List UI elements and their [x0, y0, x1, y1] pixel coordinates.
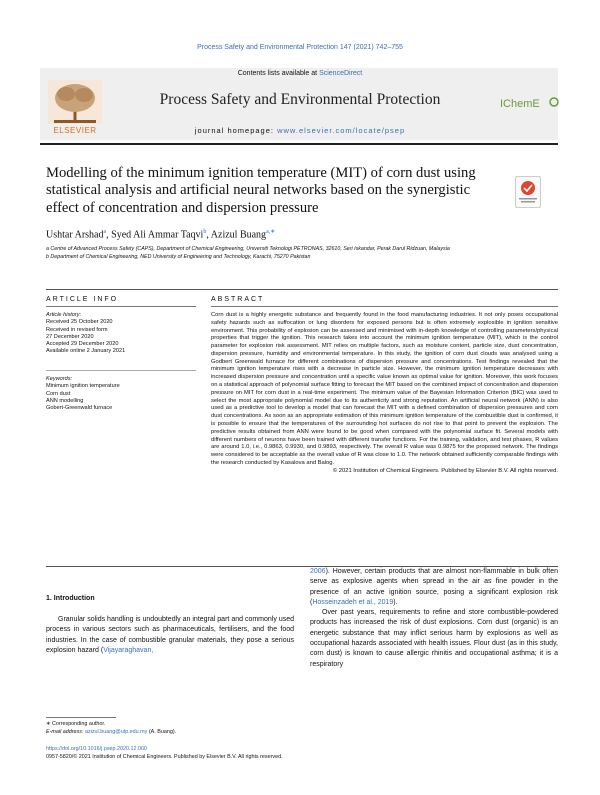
elsevier-wordmark: ELSEVIER	[53, 126, 97, 135]
header-divider	[40, 143, 558, 145]
author-name[interactable]: Azizul Buang	[210, 229, 267, 241]
author-list	[46, 228, 275, 240]
introduction-heading: 1. Introduction	[46, 595, 95, 602]
citation-link[interactable]: Vijayaraghavan,	[103, 646, 154, 654]
intro-right-column	[310, 567, 558, 670]
issn-line: 0957-5820/© 2021 Institution of Chemical Engineers. Published by Elsevier B.V. All rights reserved.	[46, 754, 283, 760]
author-affil-mark[interactable]: b	[203, 229, 207, 235]
corresponding-author-note: ∗ Corresponding author.	[46, 721, 106, 727]
keyword-item: ANN modelling	[46, 397, 84, 404]
section-divider	[46, 289, 558, 290]
citation-link[interactable]: Hosseinzadeh et al., 2019	[312, 598, 394, 606]
history-item: Received in revised form	[46, 326, 108, 333]
article-history	[46, 312, 196, 356]
author-name[interactable]: Syed Ali Ammar Taqvi	[111, 229, 204, 241]
history-item: Available online 2 January 2021	[46, 348, 126, 355]
icheme-logo-text: IChemE	[500, 98, 540, 110]
email-link[interactable]: azizul.buang@utp.edu.my	[84, 729, 148, 735]
abstract-rule	[211, 306, 558, 307]
keywords-rule	[46, 370, 196, 371]
sciencedirect-link[interactable]: ScienceDirect	[319, 70, 363, 77]
keyword-item: Corn dust	[46, 390, 71, 397]
article-info-heading: ARTICLE INFO	[46, 296, 119, 303]
history-item: 27 December 2020	[46, 333, 94, 340]
homepage-link[interactable]: www.elsevier.com/locate/psep	[277, 126, 406, 135]
journal-title: Process Safety and Environmental Protection	[159, 91, 441, 108]
journal-homepage-line	[0, 126, 600, 135]
citation-link[interactable]: 2006	[310, 568, 326, 575]
journal-reference[interactable]: Process Safety and Environmental Protection 147 (2021) 742–755	[197, 44, 403, 51]
abstract-text: Corn dust is a highly energetic substance and frequently found in the food manufacturing industries. It not only poses occupational safety hazards such as suffocation or lung disorders for exposed persons but is often extremely explosible in ignition sensitive environment. This probability of explosion can be assessed and minimised with in-depth knowledge of controlling parameters/physical properties that trigger the ignition. This research takes into account the minimum ignition temperature (MIT), which is the control parameter for explosion risk assessment. MIT relies on multiple factors, such as moisture content, particle size, dust concentration, dispersion pressure, humidity and environmental temperature. In this study, the ignition of corn dust clouds was analysed using a Godbert Greenwald furnace for different combinations of dispersion pressure and concentrations. Test findings revealed that the minimum ignition temperature rises with a decrease in particle size. However, the minimum ignition temperature decreases with increased dispersion pressure and concentration until a specific value known as optimal value for ignition. Moreover, this work focuses on a statistical approach of polynomial surface fitting to forecast the MIT based on the combined impact of concentration and dispersion pressure on MIT for corn dust in a real-time experiment. The minimum value of the Bayesian Information Criterion (BIC) was used to select the most appropriate polynomial model due to its authenticity and strong reputation. An artificial neural network (ANN) is also used as a predictive tool to develop a model that can forecast the MIT with a defined combination of dispersion pressures and corn dust concentrations. As soon as an appropriate estimation of this minimum ignition temperature of the combustible dust is confirmed, it is possible to ensure that the temperatures of the surrounding hot surfaces do not rise to that point to prevent the explosion. The predictive results obtained from ANN were found to be good when compared with the polynomial surface fit. Several models with different numbers of neurons have been trained with different transfer functions. For the training, validation, and test phases, R values are around 1.0, i.e., 0.9863, 0.9930, and 0.9893, respectively. The overall R value was 0.9875 for the proposed network. The findings were considered to be acceptable as the overall value of R was close to 1.0. The network obtained sufficiently comparable findings with the research conducted by Kasalova and Balog.	[211, 312, 558, 466]
footnote-rule	[46, 717, 116, 718]
affiliation: a Centre of Advanced Process Safety (CAPS), Department of Chemical Engineering, Universiti Teknologi PETRONAS, 32610, Seri Iskandar, Perak Darul Ridzuan, Malaysia	[46, 246, 450, 252]
affiliation: b Department of Chemical Engineering, NED University of Engineering and Technology, Karachi, 75270 Pakistan	[46, 253, 311, 260]
author-affil-mark[interactable]: a,∗	[266, 229, 276, 235]
intro-paragraph	[310, 567, 558, 608]
history-label: Article history:	[46, 312, 82, 318]
history-item: Received 25 October 2020	[46, 319, 113, 326]
intro-left-column	[46, 615, 294, 656]
icheme-logo-icon	[500, 94, 560, 112]
author-affil-mark[interactable]: a	[103, 229, 107, 235]
check-for-updates-icon[interactable]	[515, 176, 541, 208]
contents-line	[0, 70, 600, 77]
homepage-label: journal homepage:	[194, 126, 278, 135]
email-suffix: (A. Buang).	[147, 729, 177, 735]
author-name[interactable]: Ushtar Arshad	[46, 229, 104, 241]
contents-prefix: Contents lists available at	[237, 70, 320, 77]
history-item: Accepted 29 December 2020	[46, 341, 119, 348]
affiliations	[46, 246, 546, 261]
article-title: Modelling of the minimum ignition temperature (MIT) of corn dust using statistical analysis and artificial neural networks based on the synergistic effect of concentration and dispersion pressure	[46, 165, 476, 216]
article-info-rule	[46, 306, 196, 307]
intro-paragraph: Granular solids handling is undoubtedly an integral part and commonly used process in various sectors such as pharmaceuticals, fertilisers, and the food industries. In the case of combustible granular materials, they pose a serious explosion hazard (	[46, 616, 294, 654]
email-line	[46, 728, 294, 736]
paragraph-text: ).	[393, 598, 398, 606]
abstract-heading: ABSTRACT	[211, 296, 265, 303]
doi-link[interactable]: https://doi.org/10.1016/j.psep.2020.12.060	[46, 746, 148, 752]
author-separator: ,	[206, 229, 211, 241]
author-separator: ,	[106, 229, 112, 241]
keywords-label: Keywords:	[46, 376, 73, 382]
intro-paragraph: Over past years, requirements to refine and store combustible-powdered products has increased the risk of dust explosions. Corn dust (organic) is an energetic substance that may inflict serious harm by explosions as well as occupational hazards associated with health issues. Flour dust (as in this study, corn dust) is known to cause allergic rhinitis and occupational asthma; it is a respiratory	[310, 609, 558, 668]
footnote	[46, 720, 294, 736]
keyword-item: Minimum ignition temperature	[46, 383, 120, 390]
abstract-body	[211, 312, 558, 475]
paragraph-text: ). However, certain products that are almost non-flammable in bulk often serve as explosive agents when spread in the air as fine powder in the presence of an active ignition source, posing a significant explosion risk (	[310, 568, 558, 606]
abstract-copyright: © 2021 Institution of Chemical Engineers. Published by Elsevier B.V. All rights reserved.	[332, 467, 558, 474]
keyword-item: Gobert-Greenwald furnace	[46, 405, 113, 412]
email-label: E-mail address:	[46, 729, 85, 735]
keywords	[46, 376, 196, 412]
